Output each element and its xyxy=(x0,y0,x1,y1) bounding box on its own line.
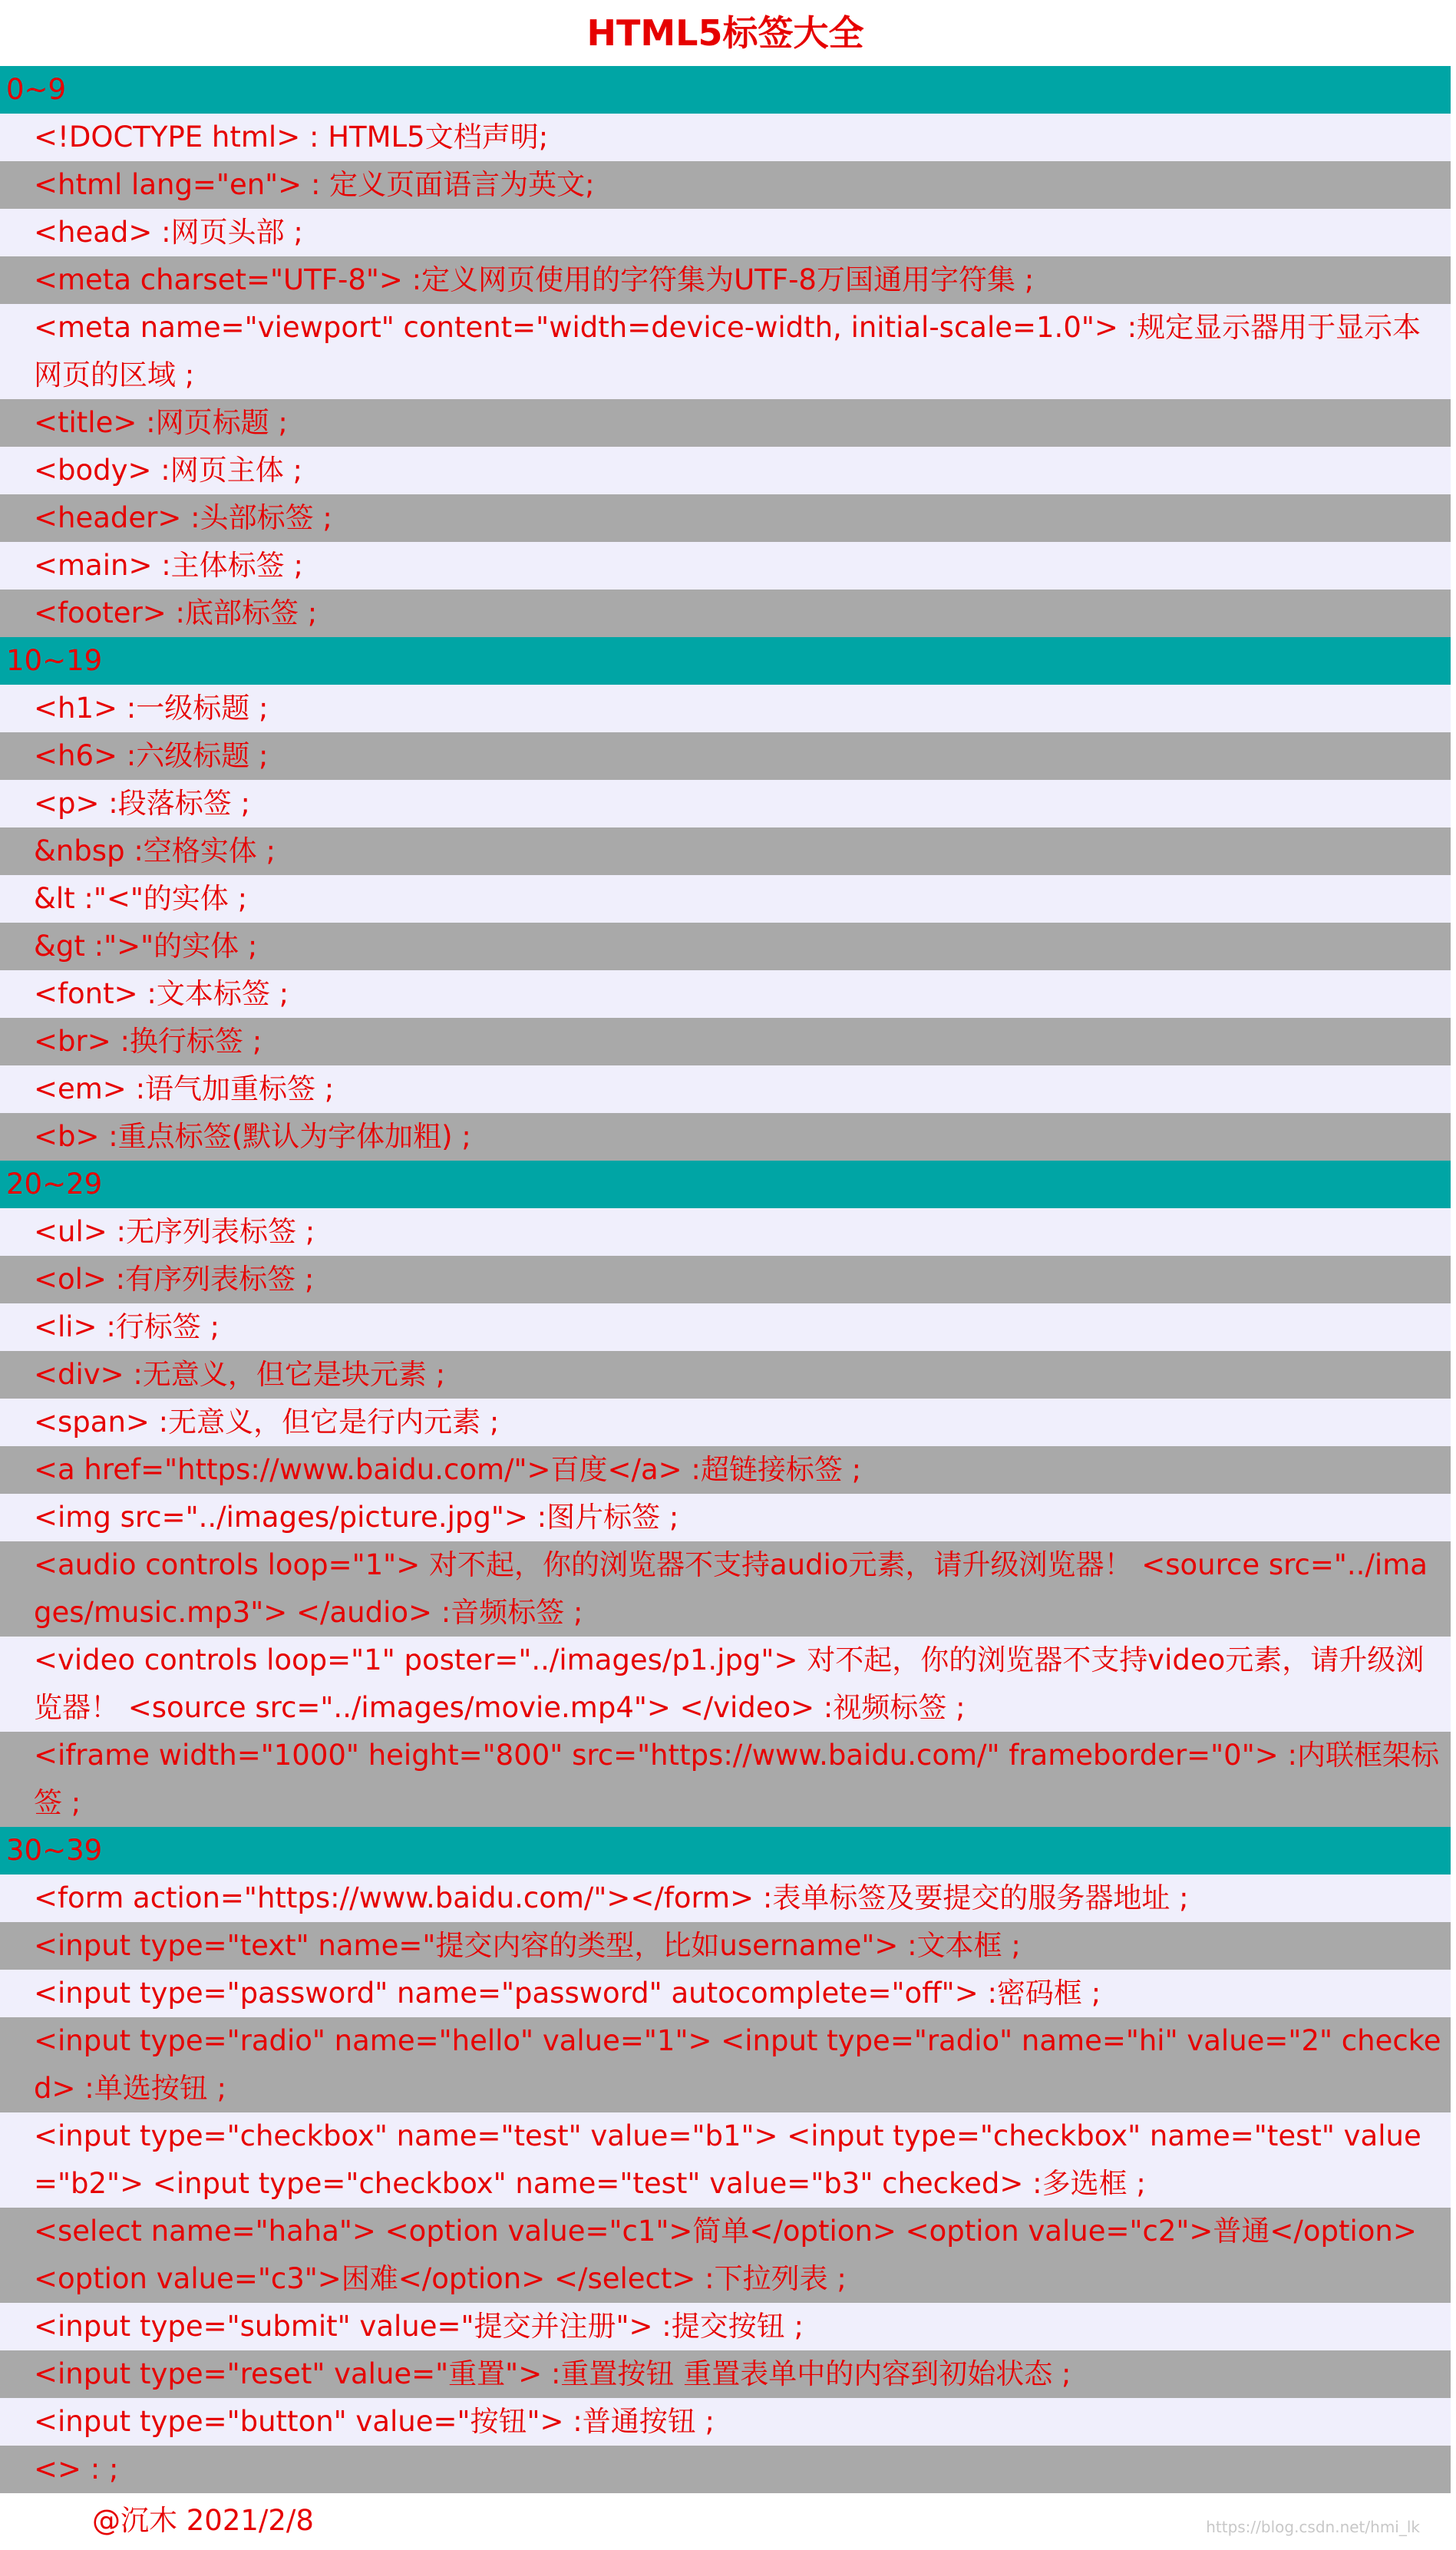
section-header: 0~9 xyxy=(0,66,1451,114)
tag-row: <input type="submit" value="提交并注册"> :提交按钮 ; xyxy=(0,2303,1451,2350)
tag-row: <head> :网页头部 ; xyxy=(0,209,1451,256)
author-signature: @沉木 2021/2/8 xyxy=(92,2504,314,2537)
tag-row: <html lang="en"> : 定义页面语言为英文; xyxy=(0,161,1451,209)
tag-row: <font> :文本标签 ; xyxy=(0,970,1451,1018)
tag-row: <body> :网页主体 ; xyxy=(0,447,1451,494)
page-title: HTML5标签大全 xyxy=(586,12,864,54)
tag-row: &lt :"<"的实体 ; xyxy=(0,875,1451,923)
tag-row: <em> :语气加重标签 ; xyxy=(0,1065,1451,1113)
section-header: 20~29 xyxy=(0,1161,1451,1208)
tag-row: <!DOCTYPE html> : HTML5文档声明; xyxy=(0,114,1451,161)
tag-list xyxy=(0,66,1451,2493)
tag-row: <span> :无意义，但它是行内元素 ; xyxy=(0,1399,1451,1446)
tag-row: <div> :无意义，但它是块元素 ; xyxy=(0,1351,1451,1399)
tag-row: <header> :头部标签 ; xyxy=(0,494,1451,542)
tag-row: <meta name="viewport" content="width=device-width, initial-scale=1.0"> :规定显示器用于显示本网页的区域 ; xyxy=(0,304,1451,399)
section-header: 10~19 xyxy=(0,637,1451,685)
tag-row: <input type="radio" name="hello" value="1"> <input type="radio" name="hi" value="2" checked> :单选按钮 ; xyxy=(0,2017,1451,2112)
tag-row: <b> :重点标签(默认为字体加粗) ; xyxy=(0,1113,1451,1161)
tag-row: <p> :段落标签 ; xyxy=(0,780,1451,827)
tag-row: <title> :网页标题 ; xyxy=(0,399,1451,447)
tag-row: <h6> :六级标题 ; xyxy=(0,732,1451,780)
tag-row: <input type="reset" value="重置"> :重置按钮 重置表单中的内容到初始状态 ; xyxy=(0,2350,1451,2398)
tag-row: <input type="text" name="提交内容的类型，比如username"> :文本框 ; xyxy=(0,1922,1451,1970)
tag-row: <br> :换行标签 ; xyxy=(0,1018,1451,1065)
tag-row: <> : ; xyxy=(0,2446,1451,2493)
watermark: https://blog.csdn.net/hmi_lk xyxy=(1206,2518,1420,2536)
tag-row: <meta charset="UTF-8"> :定义网页使用的字符集为UTF-8万国通用字符集 ; xyxy=(0,256,1451,304)
tag-row: <ul> :无序列表标签 ; xyxy=(0,1208,1451,1256)
footer xyxy=(0,2493,1451,2539)
tag-row: <video controls loop="1" poster="../images/p1.jpg"> 对不起，你的浏览器不支持video元素，请升级浏览器！ <source src="../images/movie.mp4"> </video> :视频标签 ; xyxy=(0,1637,1451,1732)
tag-row: <input type="checkbox" name="test" value="b1"> <input type="checkbox" name="test" value="b2"> <input type="checkbox" name="test" value="b3" checked> :多选框 ; xyxy=(0,2112,1451,2208)
tag-row: <main> :主体标签 ; xyxy=(0,542,1451,590)
tag-row: <input type="password" name="password" autocomplete="off"> :密码框 ; xyxy=(0,1970,1451,2017)
tag-row: <a href="https://www.baidu.com/">百度</a> :超链接标签 ; xyxy=(0,1446,1451,1494)
tag-row: <ol> :有序列表标签 ; xyxy=(0,1256,1451,1303)
tag-row: <h1> :一级标题 ; xyxy=(0,685,1451,732)
tag-row: <img src="../images/picture.jpg"> :图片标签 ; xyxy=(0,1494,1451,1541)
tag-row: <audio controls loop="1"> 对不起，你的浏览器不支持audio元素，请升级浏览器！ <source src="../images/music.mp3"> </audio> :音频标签 ; xyxy=(0,1541,1451,1637)
tag-row: <input type="button" value="按钮"> :普通按钮 ; xyxy=(0,2398,1451,2446)
tag-row: <footer> :底部标签 ; xyxy=(0,590,1451,637)
tag-row: <li> :行标签 ; xyxy=(0,1303,1451,1351)
tag-row: <form action="https://www.baidu.com/"></form> :表单标签及要提交的服务器地址 ; xyxy=(0,1875,1451,1922)
section-header: 30~39 xyxy=(0,1827,1451,1875)
tag-row: &gt :">"的实体 ; xyxy=(0,923,1451,970)
tag-row: <iframe width="1000" height="800" src="https://www.baidu.com/" frameborder="0"> :内联框架标签 ; xyxy=(0,1732,1451,1827)
tag-row: &nbsp :空格实体 ; xyxy=(0,827,1451,875)
tag-row: <select name="haha"> <option value="c1">简单</option> <option value="c2">普通</option> <option value="c3">困难</option> </select> :下拉列表 ; xyxy=(0,2208,1451,2303)
